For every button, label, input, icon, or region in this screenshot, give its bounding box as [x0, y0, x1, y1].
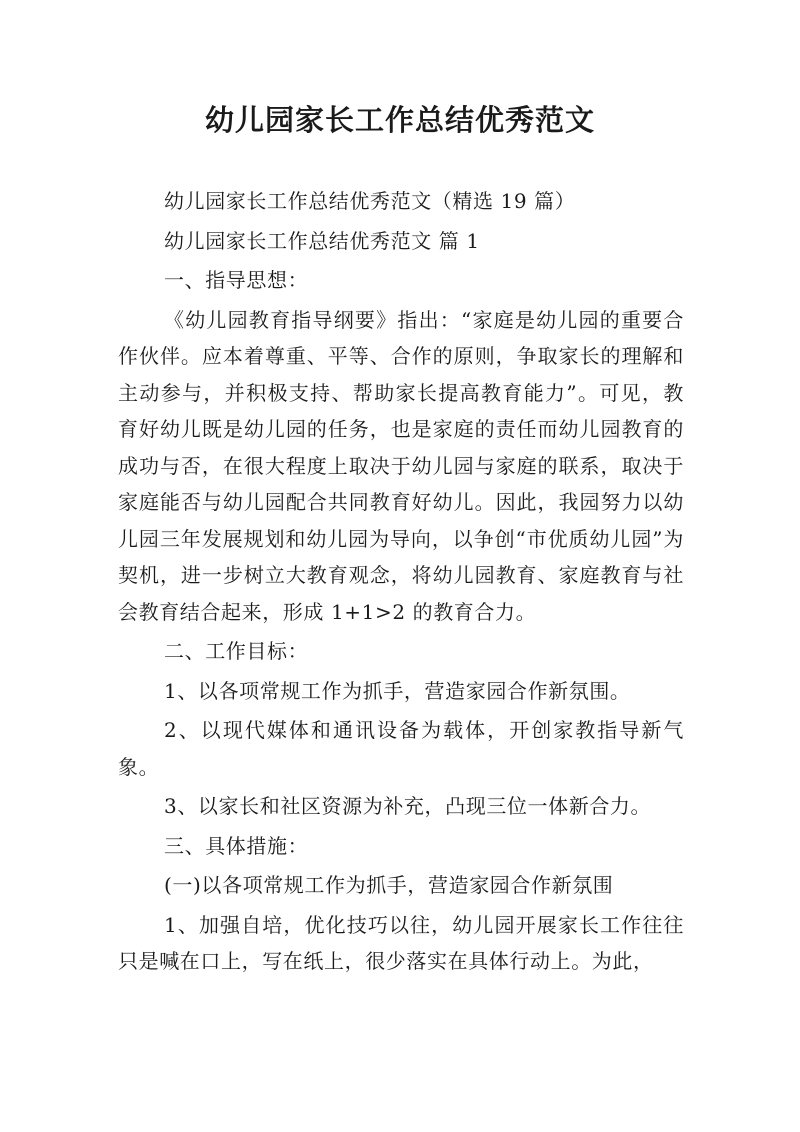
- document-body: [118, 183, 684, 980]
- paragraph-heading-guiding-ideology: 一、指导思想：: [164, 268, 309, 292]
- paragraph-measure-subheading: (一)以各项常规工作为抓手，营造家园合作新氛围: [164, 873, 614, 897]
- paragraph-guiding-ideology-body: 《幼儿园教育指导纲要》指出：“家庭是幼儿园的重要合作伙伴。应本着尊重、平等、合作的原则，争取家长的理解和主动参与，并积极支持、帮助家长提高教育能力”。可见，教育好幼儿既是幼儿园的任务，也是家庭的责任而幼儿园教育的成功与否，在很大程度上取决于幼儿园与家庭的联系，取决于家庭能否与幼儿园配合共同教育好幼儿。因此，我园努力以幼儿园三年发展规划和幼儿园为导向，以争创“市优质幼儿园”为契机，进一步树立大教育观念，将幼儿园教育、家庭教育与社会教育结合起来，形成 1+1>2 的教育合力。: [118, 307, 684, 624]
- paragraph-heading-measures: 三、具体措施：: [164, 833, 309, 858]
- paragraph-measure-1: 1、加强自培，优化技巧以往，幼儿园开展家长工作往往只是喊在口上，写在纸上，很少落实在具体行动上。为此，: [118, 912, 684, 973]
- paragraph-heading-work-goals: 二、工作目标：: [164, 639, 309, 663]
- paragraph-goal-2: 2、以现代媒体和通讯设备为载体，开创家教指导新气象。: [118, 718, 684, 779]
- paragraph-section-heading: 幼儿园家长工作总结优秀范文 篇 1: [164, 228, 480, 253]
- paragraph-goal-1: 1、以各项常规工作为抓手，营造家园合作新氛围。: [164, 678, 631, 703]
- paragraph-subtitle: 幼儿园家长工作总结优秀范文（精选 19 篇）: [164, 189, 576, 213]
- paragraph-goal-3: 3、以家长和社区资源为补充，凸现三位一体新合力。: [164, 794, 652, 818]
- document-title: 幼儿园家长工作总结优秀范文: [204, 103, 595, 137]
